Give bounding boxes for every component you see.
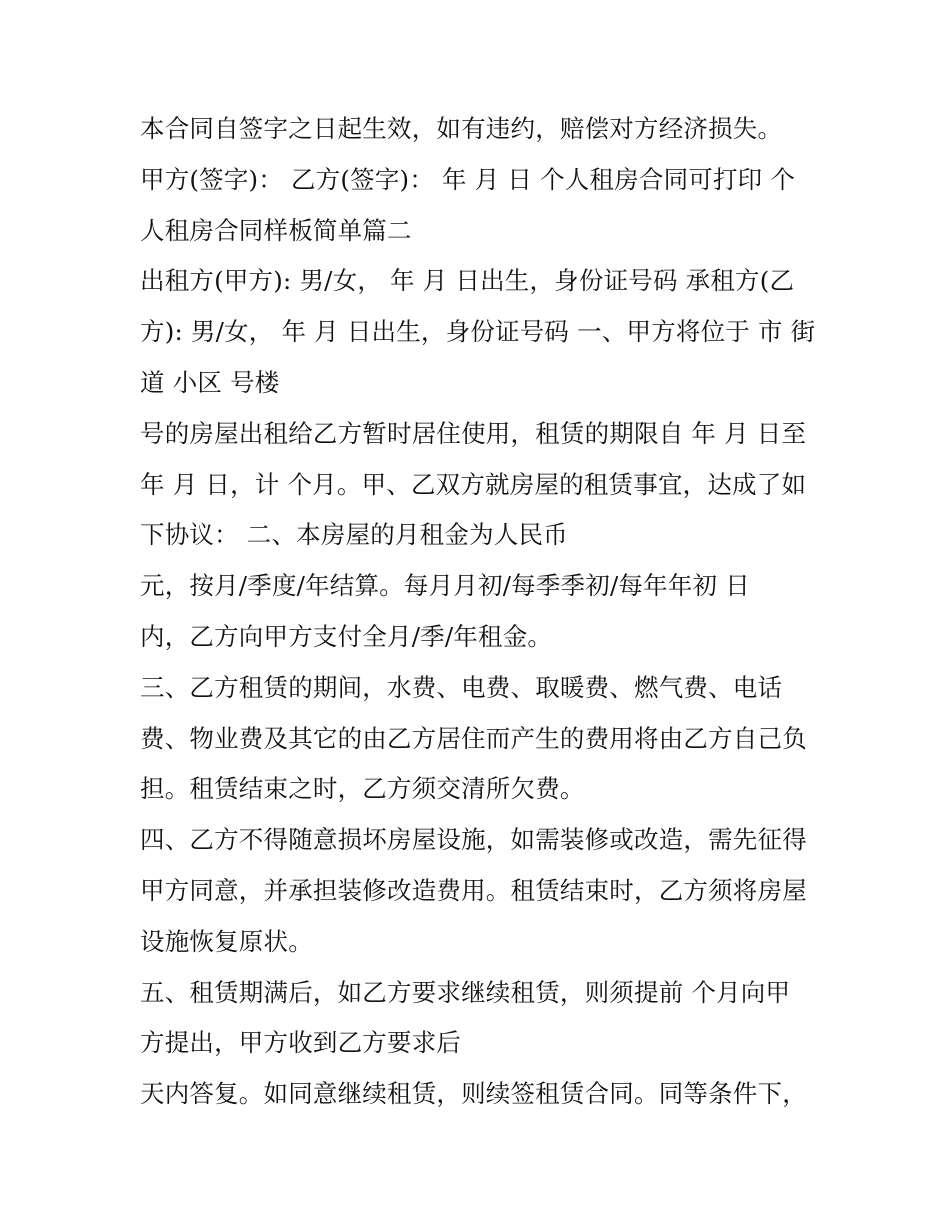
text-line: 人租房合同样板简单篇二 bbox=[140, 215, 412, 245]
text-line: 出租方(甲方): 男/女， 年 月 日出生，身份证号码 承租方(乙 bbox=[140, 266, 795, 296]
text-line: 下协议： 二、本房屋的月租金为人民币 bbox=[140, 520, 568, 550]
text-line: 担。租赁结束之时，乙方须交清所欠费。 bbox=[140, 774, 585, 804]
text-line: 元，按月/季度/年结算。每月月初/每季季初/每年年初 日 bbox=[140, 571, 750, 601]
text-line: 年 月 日，计 个月。甲、乙双方就房屋的租赁事宜，达成了如 bbox=[140, 469, 807, 499]
text-line: 五、租赁期满后，如乙方要求继续租赁，则须提前 个月向甲 bbox=[140, 977, 791, 1007]
text-line: 费、物业费及其它的由乙方居住而产生的费用将由乙方自己负 bbox=[140, 723, 807, 753]
text-line: 号的房屋出租给乙方暂时居住使用，租赁的期限自 年 月 日至 bbox=[140, 418, 807, 448]
text-line: 甲方(签字)： 乙方(签字)： 年 月 日 个人租房合同可打印 个 bbox=[140, 164, 796, 194]
text-line: 道 小区 号楼 bbox=[140, 367, 280, 397]
text-line: 方): 男/女， 年 月 日出生，身份证号码 一、甲方将位于 市 街 bbox=[140, 317, 816, 347]
text-line: 三、乙方租赁的期间，水费、电费、取暖费、燃气费、电话 bbox=[140, 672, 783, 702]
text-line: 设施恢复原状。 bbox=[140, 926, 313, 956]
text-line: 内，乙方向甲方支付全月/季/年租金。 bbox=[140, 621, 553, 651]
text-line: 甲方同意，并承担装修改造费用。租赁结束时，乙方须将房屋 bbox=[140, 875, 807, 905]
text-line: 本合同自签字之日起生效，如有违约，赔偿对方经济损失。 bbox=[140, 114, 783, 143]
text-line: 四、乙方不得随意损坏房屋设施，如需装修或改造，需先征得 bbox=[140, 825, 807, 855]
text-line: 方提出，甲方收到乙方要求后 bbox=[140, 1028, 462, 1058]
document-body bbox=[140, 104, 820, 1120]
text-line: 天内答复。如同意继续租赁，则续签租赁合同。同等条件下， bbox=[140, 1079, 807, 1109]
